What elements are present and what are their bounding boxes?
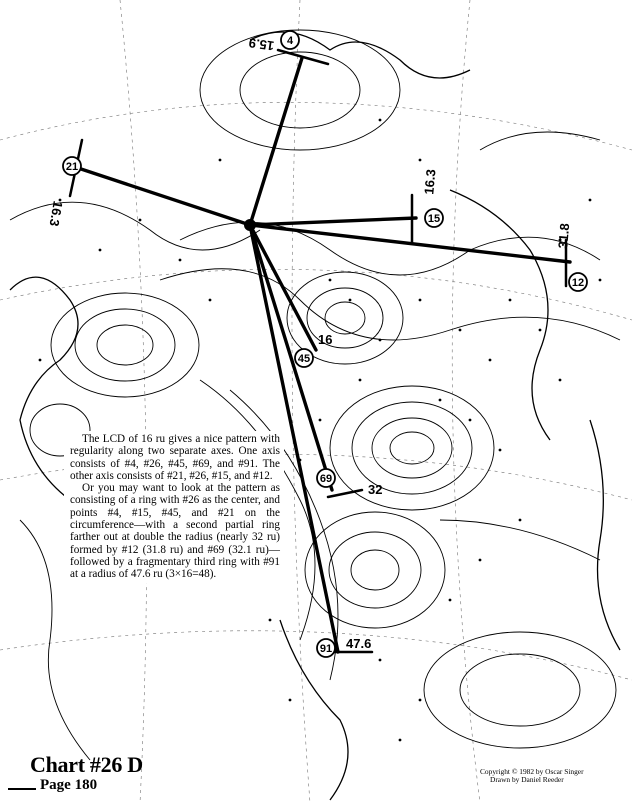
axis-to-15	[250, 218, 416, 225]
svg-text:69: 69	[319, 473, 333, 485]
coastlines	[10, 32, 620, 800]
marker-69	[317, 469, 335, 487]
distance-21: 16.3	[46, 199, 66, 228]
distance-4: 15.9	[247, 35, 275, 54]
svg-text:4: 4	[286, 35, 294, 47]
distance-69: 32	[368, 482, 383, 497]
page-dash	[8, 788, 36, 790]
caption-paragraph-1: The LCD of 16 ru gives a nice pattern with regularity along two separate axes. One axis consists of #4, #26, #45, #69, and #91. The other axis consists of #21, #26, #15, and #12.	[70, 433, 280, 482]
caption-paragraph-2: Or you may want to look at the pattern as consisting of a ring with #26 as the center, and points #4, #15, #45, and #21 on the circumference—with a second partial ring farther out at double the radius (nearly 32 ru) formed by #12 (31.8 ru) and #69 (32.1 ru)—followed by a fragmentary third ring with #91 at a radius of 47.6 ru (3×16=48).	[70, 482, 280, 581]
marker-45	[295, 349, 313, 367]
svg-text:45: 45	[297, 353, 311, 365]
isobars	[10, 30, 620, 760]
marker-12	[569, 273, 587, 291]
drawn-by-line: Drawn by Daniel Reeder	[490, 775, 564, 784]
distance-91: 47.6	[346, 636, 372, 651]
marker-21	[63, 157, 81, 175]
marker-91	[317, 639, 335, 657]
marker-15	[425, 209, 443, 227]
caption-text	[64, 431, 284, 583]
marker-4	[281, 31, 299, 49]
svg-text:15: 15	[427, 213, 441, 225]
copyright-line: Copyright © 1982 by Oscar Singer	[480, 767, 584, 776]
distance-12: 31.8	[555, 222, 573, 250]
copyright-block	[480, 768, 628, 784]
svg-text:21: 21	[65, 161, 79, 173]
svg-text:12: 12	[571, 277, 585, 289]
distance-45: 16	[318, 332, 333, 347]
distance-15: 16.3	[421, 168, 439, 196]
center-point-26	[244, 219, 256, 231]
axis-to-21	[78, 168, 250, 225]
page-number: Page 180	[40, 777, 98, 793]
axis-to-12	[250, 222, 573, 262]
svg-text:91: 91	[319, 643, 333, 655]
chart-title: Chart #26 D	[30, 752, 143, 777]
